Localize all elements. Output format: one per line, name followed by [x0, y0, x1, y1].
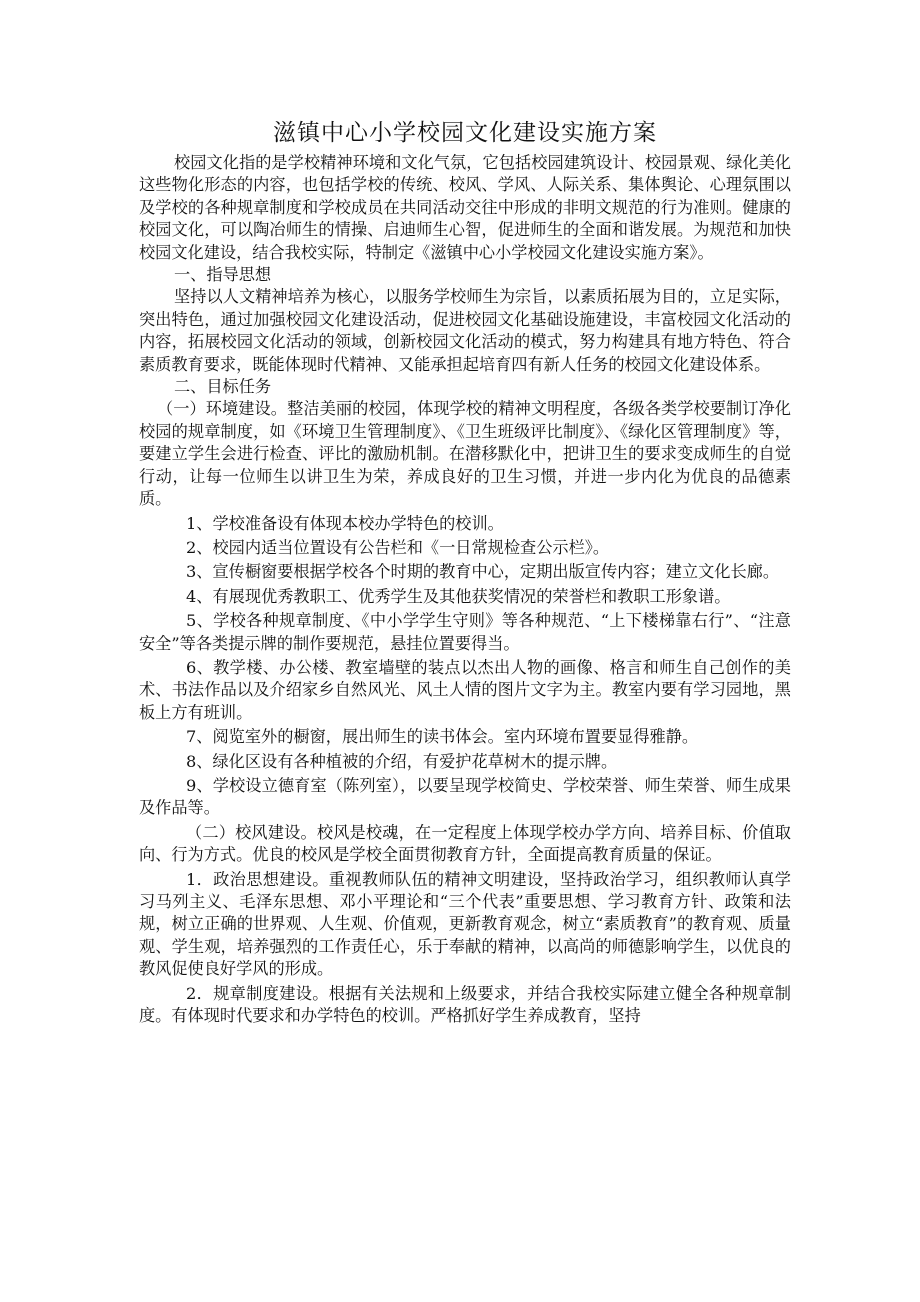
environment-intro-paragraph: （一）环境建设。整洁美丽的校园，体现学校的精神文明程度，各级各类学校要制订净化校园的规章制度，如《环境卫生管理制度》、《卫生班级评比制度》、《绿化区管理制度》等，要建立学生会进行检查、评比的激励机制。在潜移默化中，把讲卫生的要求变成师生的自觉行动，让每一位师生以讲卫生为荣，养成良好的卫生习惯，并进一步内化为优良的品德素质。 — [139, 399, 791, 509]
environment-item: 8、绿化区设有各种植被的介绍，有爱护花草树木的提示牌。 — [186, 751, 618, 771]
document-title: 滋镇中心小学校园文化建设实施方案 — [273, 120, 657, 146]
environment-item: 9、学校设立德育室（陈列室），以要呈现学校简史、学校荣誉、师生荣誉、师生成果及作品等。 — [139, 775, 791, 818]
school-spirit-intro-paragraph: （二）校风建设。校风是校魂，在一定程度上体现学校办学方向、培养目标、价值取向、行为方式。优良的校风是学校全面贯彻教育方针，全面提高教育质量的保证。 — [139, 822, 791, 865]
guiding-thought-paragraph: 坚持以人文精神培养为核心，以服务学校师生为宗旨，以素质拓展为目的，立足实际，突出特色，通过加强校园文化建设活动，促进校园文化基础设施建设，丰富校园文化活动的内容，拓展校园文化活动的领域，创新校园文化活动的模式，努力构建具有地方特色、符合素质教育要求，既能体现时代精神、又能承担起培育四有新人任务的校园文化建设体系。 — [139, 287, 791, 374]
section-heading-goals: 二、目标任务 — [174, 377, 272, 397]
environment-item: 3、宣传橱窗要根据学校各个时期的教育中心，定期出版宣传内容；建立文化长廊。 — [186, 562, 780, 582]
school-spirit-item: 1．政治思想建设。重视教师队伍的精神文明建设，坚持政治学习，组织教师认真学习马列主义、毛泽东思想、邓小平理论和“三个代表”重要思想、学习教育方针、政策和法规，树立正确的世界观、人生观、价值观，更新教育观念，树立“素质教育”的教育观、质量观、学生观，培养强烈的工作责任心，乐于奉献的精神，以高尚的师德影响学生，以优良的教风促使良好学风的形成。 — [139, 869, 791, 979]
environment-item: 4、有展现优秀教职工、优秀学生及其他获奖情况的荣誉栏和教职工形象谱。 — [186, 586, 731, 606]
intro-paragraph: 校园文化指的是学校精神环境和文化气氛，它包括校园建筑设计、校园景观、绿化美化这些物化形态的内容，也包括学校的传统、校风、学风、人际关系、集体舆论、心理氛围以及学校的各种规章制度和学校成员在共同活动交往中形成的非明文规范的行为准则。健康的校园文化，可以陶冶师生的情操、启迪师生心智，促进师生的全面和谐发展。为规范和加快校园文化建设，结合我校实际，特制定《滋镇中心小学校园文化建设实施方案》。 — [139, 153, 791, 262]
environment-item: 1、学校准备设有体现本校办学特色的校训。 — [186, 513, 504, 533]
environment-item: 5、学校各种规章制度、《中小学学生守则》等各种规范、“上下楼梯靠右行”、“注意安全”等各类提示牌的制作要规范，悬挂位置要得当。 — [139, 611, 791, 653]
environment-item: 6、教学楼、办公楼、教室墙壁的装点以杰出人物的画像、格言和师生自己创作的美术、书法作品以及介绍家乡自然风光、风土人情的图片文字为主。教室内要有学习园地，黑板上方有班训。 — [139, 657, 791, 722]
document-page — [139, 116, 791, 1029]
section-heading-guiding-thought: 一、指导思想 — [174, 265, 272, 285]
school-spirit-item: 2．规章制度建设。根据有关法规和上级要求，并结合我校实际建立健全各种规章制度。有体现时代要求和办学特色的校训。严格抓好学生养成教育，坚持 — [139, 983, 791, 1026]
environment-item: 2、校园内适当位置设有公告栏和《一日常规检查公示栏》。 — [186, 537, 610, 557]
environment-item: 7、阅览室外的橱窗，展出师生的读书体会。室内环境布置要显得雅静。 — [186, 727, 699, 747]
